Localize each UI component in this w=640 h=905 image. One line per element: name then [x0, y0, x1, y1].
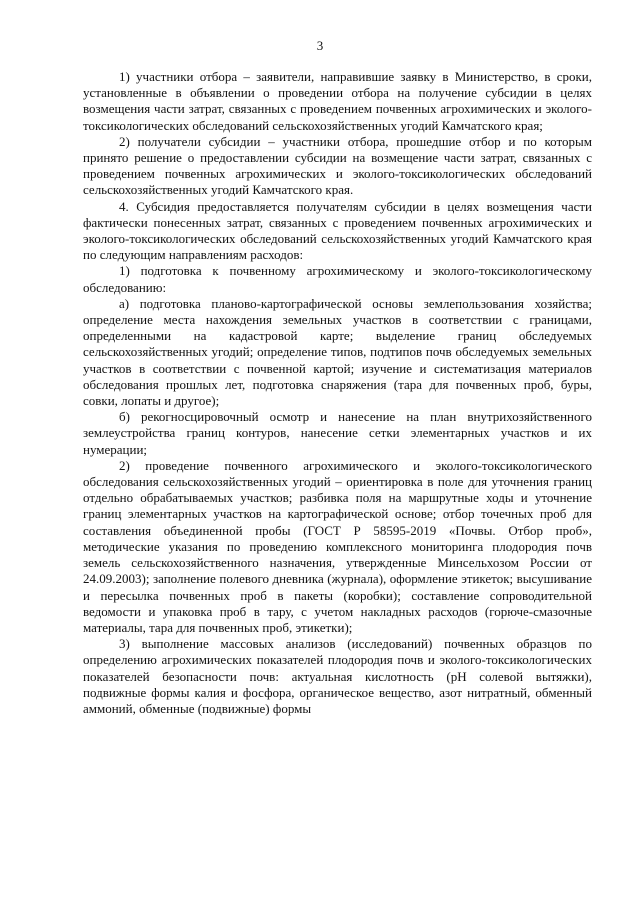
- paragraph-recipients: 2) получатели субсидии – участники отбора, прошедшие отбор и по которым принято решение о предоставлении субсидии на возмещение части затрат, связанных с проведением почвенных агрохимических и эколого-токсикологических обследований сельскохозяйственных угодий Камчатского края.: [83, 133, 592, 198]
- page-number: 3: [316, 38, 324, 53]
- paragraph-participants: 1) участники отбора – заявители, направившие заявку в Министерство, в сроки, установленные в объявлении о проведении отбора на получение субсидии в целях возмещения части затрат, связанных с проведением почвенных агрохимических и эколого-токсикологических обследований сельскохозяйственных угодий Камчатского края;: [83, 69, 592, 133]
- paragraph-analyses: 3) выполнение массовых анализов (исследований) почвенных образцов по определению агрохимических показателей плодородия почв и эколого-токсикологических показателей безопасности почв: актуальная кислотность (pH солевой вытяжки), подвижные формы калия и фосфора, органическое вещество, азот нитратный, обменный аммоний, обменные (подвижные) формы: [83, 636, 592, 716]
- document-body: [83, 69, 592, 717]
- paragraph-subsidy-purpose: 4. Субсидия предоставляется получателям субсидии в целях возмещения части фактически понесенных затрат, связанных с проведением почвенных агрохимических и эколого-токсикологических обследований сельскохозяйственных угодий Камчатского края по следующим направлениям расходов:: [83, 198, 592, 263]
- paragraph-survey: 2) проведение почвенного агрохимического и эколого-токсикологического обследования сельскохозяйственных угодий – ориентировка в поле для уточнения границ отдельно обрабатываемых участков; разбивка поля на маршрутные ходы и уточнение границ элементарных участков на картографической основе; отбор точечных проб для составления объединенной пробы (ГОСТ Р 58595-2019 «Почвы. Отбор проб», методические указания по проведению комплексного мониторинга плодородия почв земель сельскохозяйственного назначения, утвержденные Минсельхозом России от 24.09.2003); заполнение полевого дневника (журнала), оформление этикеток; высушивание и пересылка почвенных проб в пакеты (коробки); составление сопроводительной ведомости и упаковка проб в тару, с учетом накладных расходов (горюче-смазочные материалы, тара для почвенных проб, этикетки);: [83, 457, 592, 635]
- paragraph-item-a: а) подготовка планово-картографической основы землепользования хозяйства; определение места нахождения земельных участков в соответствии с границами, определенными на кадастровой карте; выделение границ обследуемых сельскохозяйственных угодий; определение типов, подтипов почв обследуемых земельных участков в соответствии с почвенной картой; изучение и систематизация материалов обследования прошлых лет, подготовка снаряжения (тара для почвенных проб, буры, совки, лопаты и другое);: [83, 295, 592, 409]
- paragraph-item-b: б) рекогносцировочный осмотр и нанесение на план внутрихозяйственного землеустройства границ контуров, нанесение сетки элементарных участков и их нумерации;: [83, 409, 592, 457]
- paragraph-preparation: 1) подготовка к почвенному агрохимическому и эколого-токсикологическому обследованию:: [83, 263, 592, 295]
